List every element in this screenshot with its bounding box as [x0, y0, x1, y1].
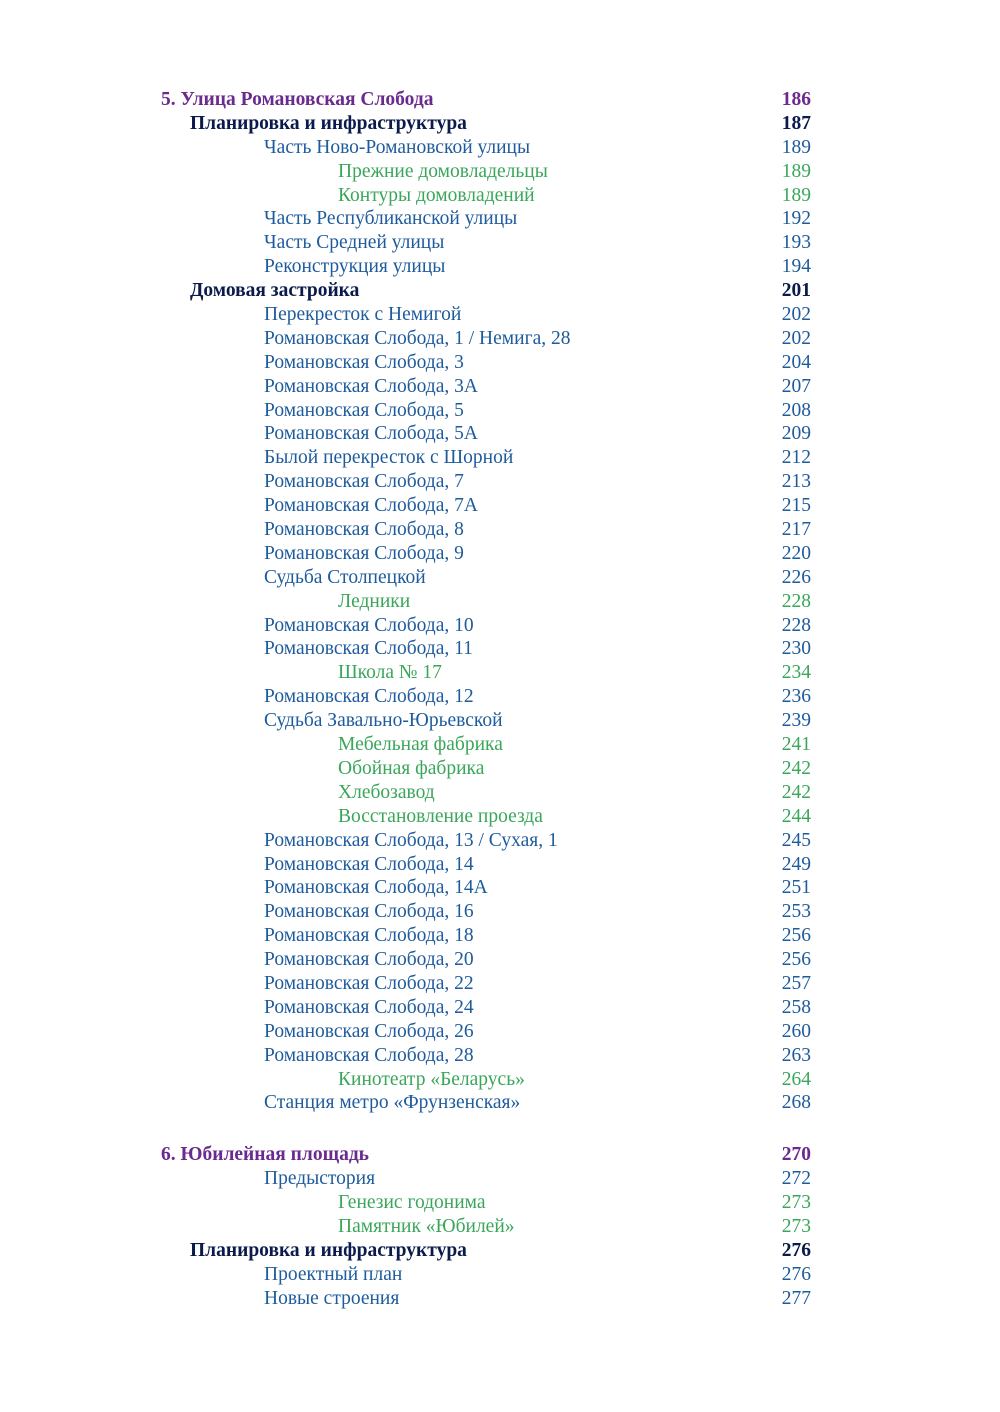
entry-title: Романовская Слобода, 1 / Немига, 28: [264, 327, 571, 349]
entry-page-number: 187: [781, 112, 811, 134]
item-entry[interactable]: [161, 1215, 811, 1239]
entry-page-number: 204: [781, 351, 811, 373]
table-of-contents: [161, 88, 811, 1311]
entry-page-number: 276: [781, 1239, 811, 1261]
entry-page-number: 256: [781, 925, 811, 947]
subsection-entry[interactable]: [161, 231, 811, 255]
subsection-entry[interactable]: [161, 136, 811, 160]
subsection-entry[interactable]: [161, 1167, 811, 1191]
entry-title: Романовская Слобода, 5: [264, 399, 464, 421]
entry-title: Романовская Слобода, 28: [264, 1044, 474, 1066]
entry-page-number: 212: [781, 447, 811, 469]
entry-title: Романовская Слобода, 22: [264, 972, 474, 994]
subsection-entry[interactable]: [161, 1091, 811, 1115]
chapter-page-number: 186: [781, 89, 811, 110]
entry-page-number: 268: [781, 1092, 811, 1114]
entry-title: Часть Средней улицы: [264, 232, 445, 254]
entry-page-number: 189: [781, 136, 811, 158]
entry-page-number: 230: [781, 638, 811, 660]
entry-title: Перекресток с Немигой: [264, 304, 462, 326]
entry-page-number: 194: [781, 256, 811, 278]
subsection-entry[interactable]: [161, 996, 811, 1020]
subsection-entry[interactable]: [161, 518, 811, 542]
entry-page-number: 253: [781, 901, 811, 923]
entry-page-number: 258: [781, 996, 811, 1018]
entry-page-number: 215: [781, 495, 811, 517]
entry-title: Романовская Слобода, 5А: [264, 423, 478, 445]
subsection-entry[interactable]: [161, 327, 811, 351]
entry-title: Обойная фабрика: [338, 757, 485, 779]
entry-page-number: 276: [781, 1263, 811, 1285]
entry-title: Романовская Слобода, 3: [264, 351, 464, 373]
entry-page-number: 189: [781, 160, 811, 182]
subsection-entry[interactable]: [161, 1020, 811, 1044]
item-entry[interactable]: [161, 1191, 811, 1215]
subsection-entry[interactable]: [161, 399, 811, 423]
entry-page-number: 242: [781, 757, 811, 779]
chapter-5-entries: [161, 112, 811, 1115]
entry-page-number: 257: [781, 972, 811, 994]
entry-page-number: 189: [781, 184, 811, 206]
entry-title: Кинотеатр «Беларусь»: [338, 1068, 525, 1090]
entry-title: Часть Ново-Романовской улицы: [264, 136, 531, 158]
entry-title: Хлебозавод: [338, 781, 435, 803]
entry-page-number: 251: [781, 877, 811, 899]
entry-page-number: 193: [781, 232, 811, 254]
entry-page-number: 228: [781, 614, 811, 636]
entry-title: Контуры домовладений: [338, 184, 535, 206]
item-entry[interactable]: [161, 805, 811, 829]
subsection-entry[interactable]: [161, 853, 811, 877]
entry-page-number: 220: [781, 542, 811, 564]
chapter-page-number: 270: [781, 1144, 811, 1166]
subsection-entry[interactable]: [161, 685, 811, 709]
subsection-entry[interactable]: [161, 255, 811, 279]
entry-title: Судьба Столпецкой: [264, 566, 426, 588]
entry-page-number: 244: [781, 805, 811, 827]
entry-page-number: 213: [781, 471, 811, 493]
entry-title: Романовская Слобода, 18: [264, 925, 474, 947]
entry-title: Романовская Слобода, 14А: [264, 877, 488, 899]
chapter-heading-6[interactable]: [161, 1143, 811, 1167]
entry-title: Часть Республиканской улицы: [264, 208, 518, 230]
entry-title: Памятник «Юбилей»: [338, 1215, 515, 1237]
entry-page-number: 226: [781, 566, 811, 588]
entry-title: Прежние домовладельцы: [338, 160, 548, 182]
subsection-entry[interactable]: [161, 876, 811, 900]
entry-page-number: 273: [781, 1215, 811, 1237]
subsection-entry[interactable]: [161, 303, 811, 327]
item-entry[interactable]: [161, 733, 811, 757]
entry-title: Генезис годонима: [338, 1192, 486, 1214]
entry-title: Проектный план: [264, 1263, 403, 1285]
entry-page-number: 208: [781, 399, 811, 421]
chapter-heading-5[interactable]: [161, 88, 811, 112]
subsection-entry[interactable]: [161, 1044, 811, 1068]
entry-page-number: 241: [781, 734, 811, 756]
section-entry[interactable]: [161, 1239, 811, 1263]
subsection-entry[interactable]: [161, 422, 811, 446]
item-entry[interactable]: [161, 661, 811, 685]
item-entry[interactable]: [161, 1068, 811, 1092]
entry-page-number: 260: [781, 1020, 811, 1042]
subsection-entry[interactable]: [161, 1263, 811, 1287]
entry-title: Новые строения: [264, 1287, 400, 1309]
entry-title: Романовская Слобода, 10: [264, 614, 474, 636]
subsection-entry[interactable]: [161, 614, 811, 638]
entry-title: Планировка и инфраструктура: [190, 1239, 467, 1261]
section-entry[interactable]: [161, 279, 811, 303]
item-entry[interactable]: [161, 160, 811, 184]
chapter-title: 6. Юбилейная площадь: [161, 1144, 369, 1166]
entry-page-number: 249: [781, 853, 811, 875]
entry-title: Романовская Слобода, 11: [264, 638, 473, 660]
entry-page-number: 256: [781, 949, 811, 971]
entry-page-number: 209: [781, 423, 811, 445]
entry-page-number: 202: [781, 327, 811, 349]
entry-page-number: 263: [781, 1044, 811, 1066]
entry-title: Романовская Слобода, 24: [264, 996, 474, 1018]
subsection-entry[interactable]: [161, 375, 811, 399]
item-entry[interactable]: [161, 184, 811, 208]
entry-title: Романовская Слобода, 9: [264, 542, 464, 564]
subsection-entry[interactable]: [161, 566, 811, 590]
subsection-entry[interactable]: [161, 494, 811, 518]
entry-page-number: 202: [781, 304, 811, 326]
entry-title: Станция метро «Фрунзенская»: [264, 1092, 521, 1114]
entry-page-number: 273: [781, 1192, 811, 1214]
entry-title: Ледники: [338, 590, 411, 612]
subsection-entry[interactable]: [161, 900, 811, 924]
entry-title: Мебельная фабрика: [338, 734, 503, 756]
entry-title: Романовская Слобода, 8: [264, 519, 464, 541]
subsection-entry[interactable]: [161, 207, 811, 231]
subsection-entry[interactable]: [161, 948, 811, 972]
subsection-entry[interactable]: [161, 709, 811, 733]
item-entry[interactable]: [161, 590, 811, 614]
entry-title: Романовская Слобода, 3А: [264, 375, 478, 397]
entry-page-number: 277: [781, 1287, 811, 1309]
entry-title: Романовская Слобода, 26: [264, 1020, 474, 1042]
entry-title: Романовская Слобода, 7: [264, 471, 464, 493]
entry-title: Романовская Слобода, 7А: [264, 495, 478, 517]
entry-page-number: 207: [781, 375, 811, 397]
entry-page-number: 264: [781, 1068, 811, 1090]
entry-page-number: 239: [781, 710, 811, 732]
chapter-title: 5. Улица Романовская Слобода: [161, 89, 434, 110]
entry-title: Предыстория: [264, 1168, 376, 1190]
entry-title: Школа № 17: [338, 662, 442, 684]
entry-title: Планировка и инфраструктура: [190, 112, 467, 134]
entry-page-number: 201: [781, 280, 811, 302]
entry-title: Романовская Слобода, 14: [264, 853, 474, 875]
chapter-spacer: [161, 1115, 811, 1143]
chapter-6-entries: [161, 1167, 811, 1310]
entry-page-number: 217: [781, 519, 811, 541]
entry-title: Романовская Слобода, 20: [264, 949, 474, 971]
section-entry[interactable]: [161, 112, 811, 136]
item-entry[interactable]: [161, 781, 811, 805]
subsection-entry[interactable]: [161, 1287, 811, 1311]
entry-page-number: 272: [781, 1168, 811, 1190]
subsection-entry[interactable]: [161, 446, 811, 470]
subsection-entry[interactable]: [161, 542, 811, 566]
subsection-entry[interactable]: [161, 351, 811, 375]
subsection-entry[interactable]: [161, 829, 811, 853]
entry-title: Романовская Слобода, 13 / Сухая, 1: [264, 829, 558, 851]
entry-title: Романовская Слобода, 12: [264, 686, 474, 708]
entry-page-number: 245: [781, 829, 811, 851]
entry-page-number: 228: [781, 590, 811, 612]
entry-page-number: 242: [781, 781, 811, 803]
entry-title: Домовая застройка: [190, 280, 360, 302]
subsection-entry[interactable]: [161, 637, 811, 661]
entry-title: Реконструкция улицы: [264, 256, 446, 278]
entry-title: Восстановление проезда: [338, 805, 543, 827]
subsection-entry[interactable]: [161, 924, 811, 948]
entry-page-number: 236: [781, 686, 811, 708]
item-entry[interactable]: [161, 757, 811, 781]
entry-title: Судьба Завально-Юрьевской: [264, 710, 503, 732]
entry-page-number: 234: [781, 662, 811, 684]
entry-title: Романовская Слобода, 16: [264, 901, 474, 923]
entry-title: Былой перекресток с Шорной: [264, 447, 514, 469]
subsection-entry[interactable]: [161, 470, 811, 494]
entry-page-number: 192: [781, 208, 811, 230]
subsection-entry[interactable]: [161, 972, 811, 996]
